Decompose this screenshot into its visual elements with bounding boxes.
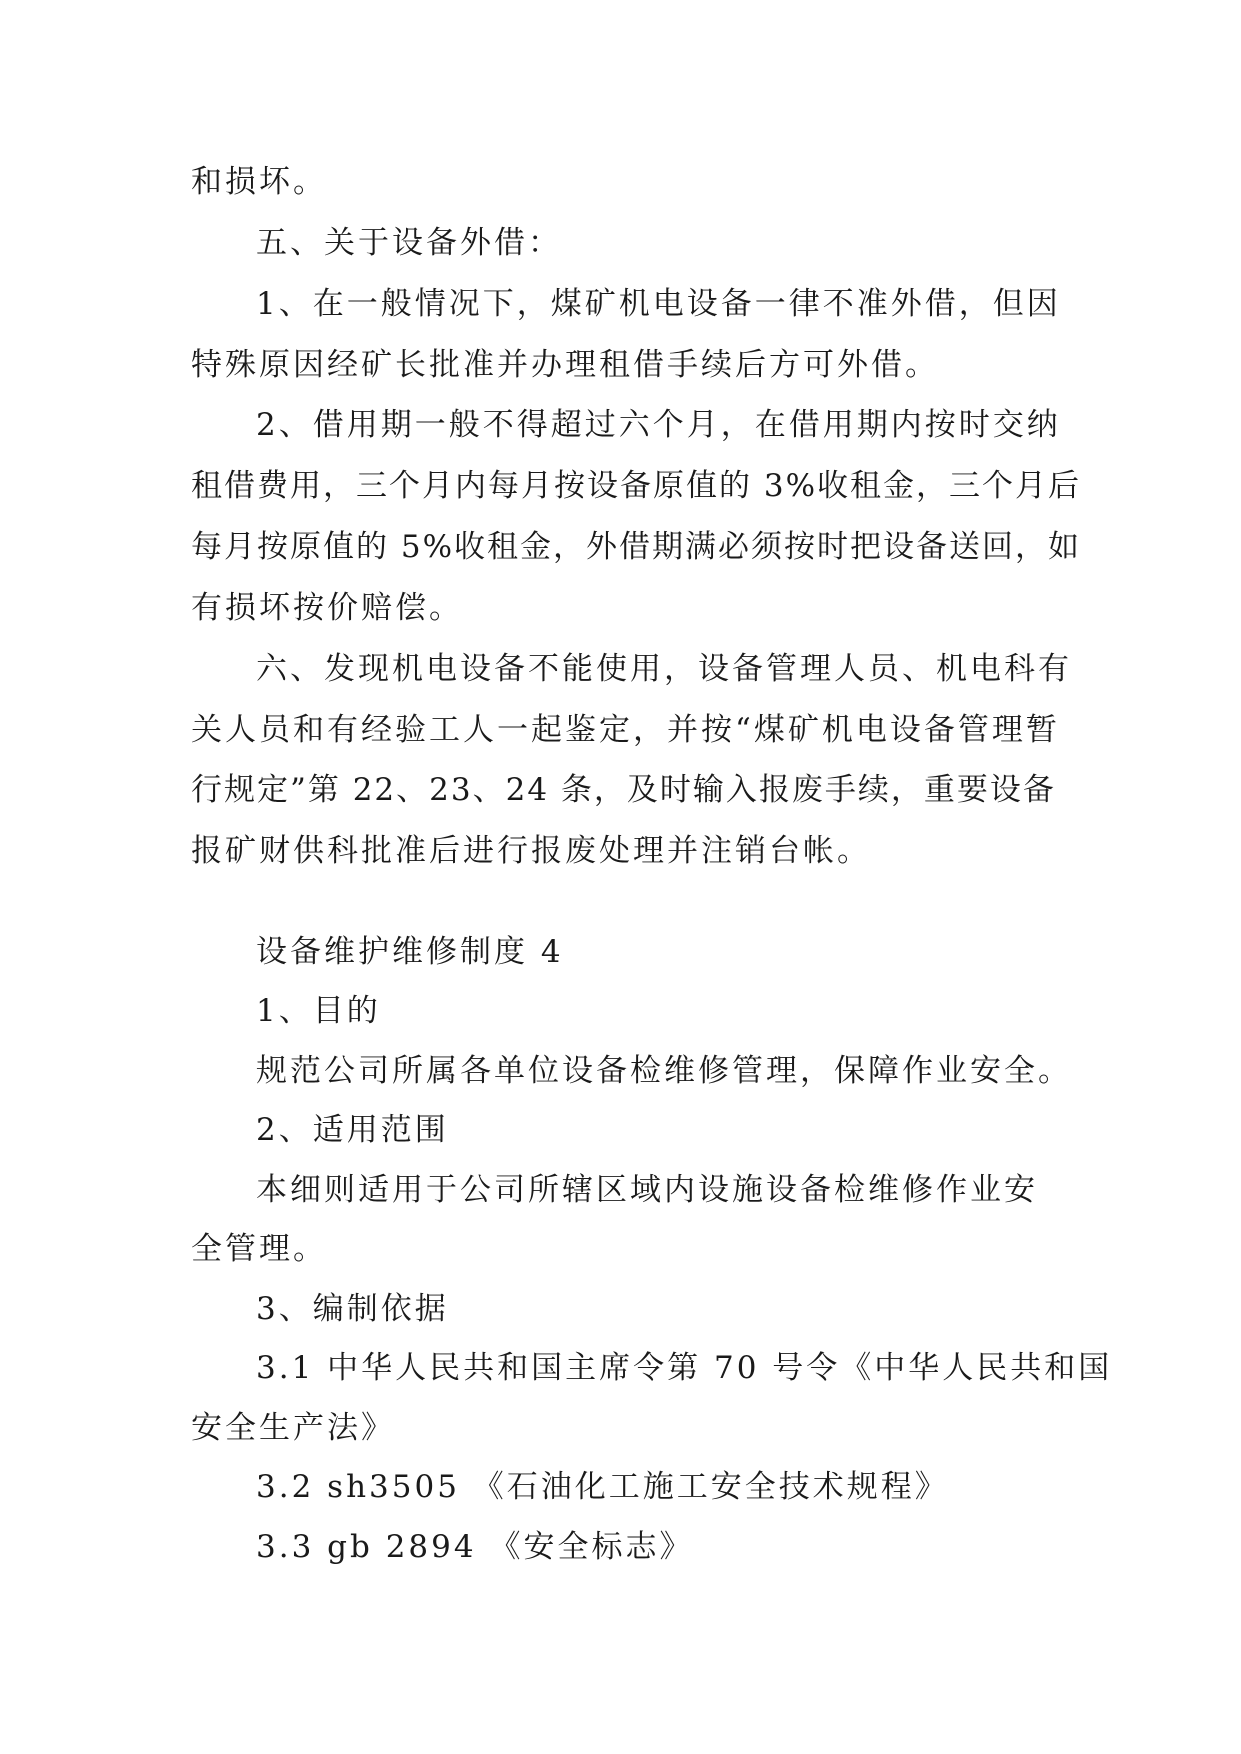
text-line: 和损坏。 [191,164,327,200]
text-line: 全管理。 [191,1231,327,1267]
section-heading: 2、适用范围 [256,1112,449,1148]
document-title: 设备维护维修制度 4 [256,934,564,970]
text-line: 2、借用期一般不得超过六个月，在借用期内按时交纳 [256,407,1061,443]
text-line: 特殊原因经矿长批准并办理租借手续后方可外借。 [191,347,939,383]
text-line: 3.1 中华人民共和国主席令第 70 号令《中华人民共和国 [256,1350,1113,1386]
text-line: 规范公司所属各单位设备检维修管理，保障作业安全。 [256,1053,1072,1089]
text-line: 每月按原值的 5%收租金，外借期满必须按时把设备送回，如 [191,529,1082,565]
section-heading: 3、编制依据 [256,1291,449,1327]
section-heading: 六、发现机电设备不能使用，设备管理人员、机电科有 [256,651,1072,687]
text-line: 关人员和有经验工人一起鉴定，并按“煤矿机电设备管理暂 [191,712,1060,748]
text-line: 报矿财供科批准后进行报废处理并注销台帐。 [191,833,871,869]
text-line: 行规定”第 22、23、24 条，及时输入报废手续，重要设备 [191,772,1056,808]
section-heading: 1、目的 [256,993,381,1029]
text-line: 3.3 gb 2894 《安全标志》 [256,1529,694,1565]
text-line: 本细则适用于公司所辖区域内设施设备检维修作业安 [256,1172,1038,1208]
text-line: 1、在一般情况下，煤矿机电设备一律不准外借，但因 [256,286,1061,322]
text-line: 安全生产法》 [191,1410,395,1446]
text-line: 租借费用，三个月内每月按设备原值的 3%收租金，三个月后 [191,468,1082,504]
text-line: 3.2 sh3505 《石油化工施工安全技术规程》 [256,1469,949,1505]
section-heading: 五、关于设备外借： [256,225,562,261]
text-line: 有损坏按价赔偿。 [191,590,463,626]
